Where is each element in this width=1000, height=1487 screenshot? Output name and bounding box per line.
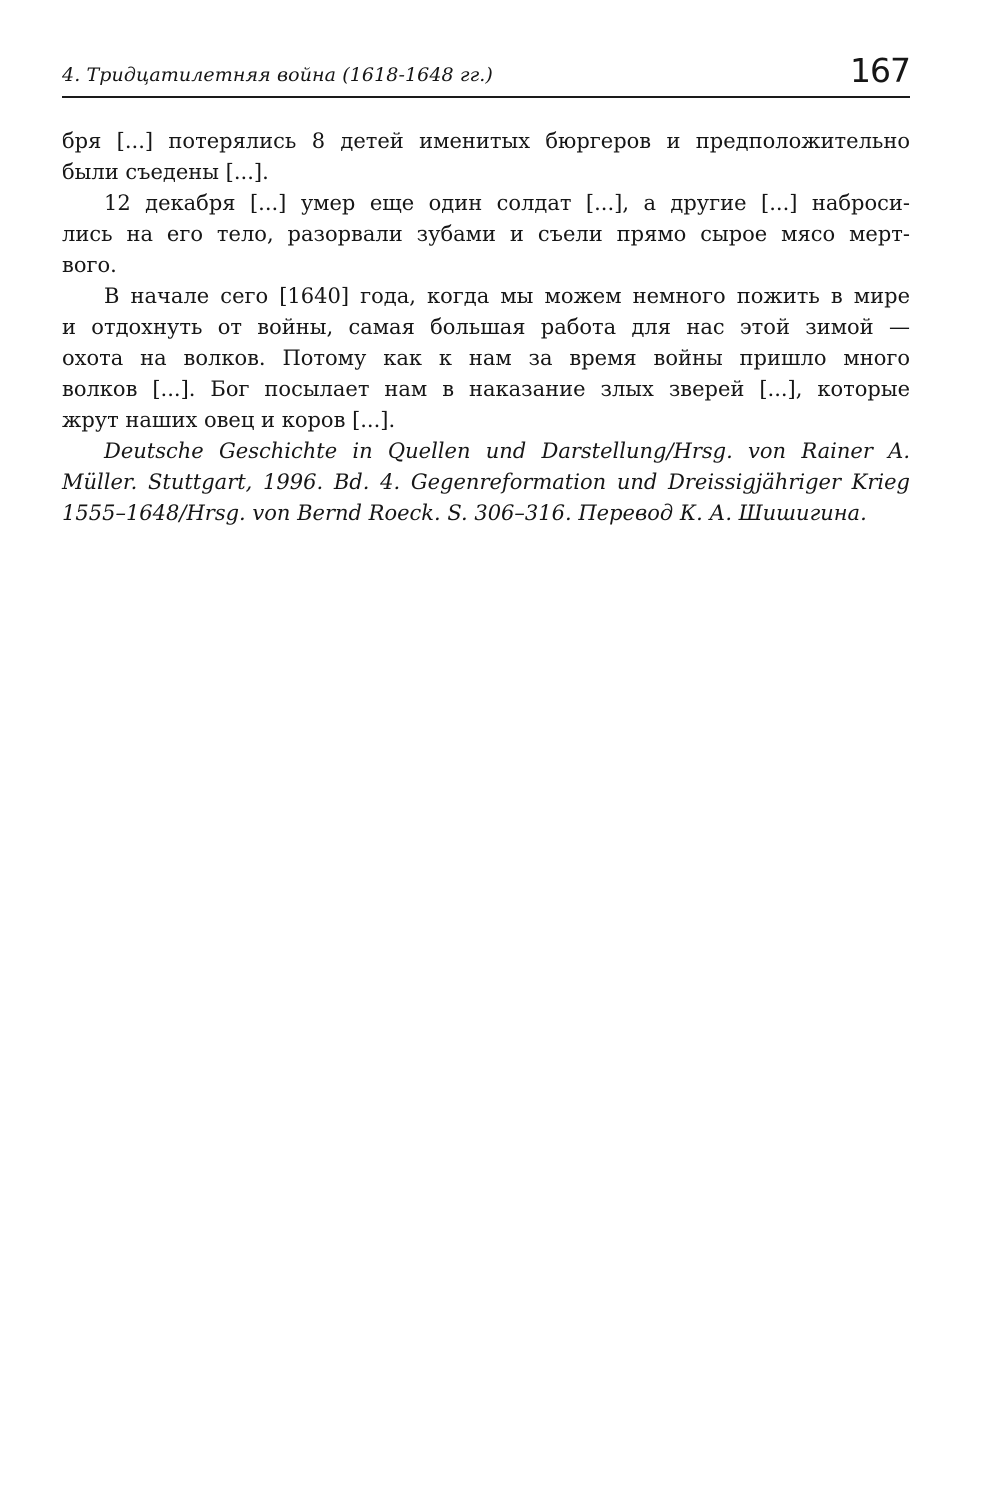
running-header	[62, 50, 910, 98]
body-text	[62, 126, 910, 529]
paragraph	[62, 188, 910, 281]
paragraph	[62, 126, 910, 188]
citation-line: 1555–1648/Hrsg. von Bernd Roeck. S. 306–316. Перевод К. А. Шишигина.	[62, 501, 867, 525]
text-line: В начале сего [1640] года, когда мы можем немного пожить в мире	[104, 284, 910, 308]
text-line: вого.	[62, 253, 117, 277]
text-line: бря [...] потерялись 8 детей именитых бюргеров и предположительно	[62, 129, 910, 153]
source-citation	[62, 436, 910, 529]
text-line: лись на его тело, разорвали зубами и съели прямо сырое мясо мерт-	[62, 222, 910, 246]
text-line: волков [...]. Бог посылает нам в наказание злых зверей [...], которые	[62, 377, 910, 401]
citation-line: Müller. Stuttgart, 1996. Bd. 4. Gegenreformation und Dreissigjähriger Krieg	[62, 470, 910, 494]
text-line: 12 декабря [...] умер еще один солдат [...], а другие [...] наброси-	[104, 191, 910, 215]
text-line: и отдохнуть от войны, самая большая работа для нас этой зимой —	[62, 315, 910, 339]
running-title: 4. Тридцатилетняя война (1618-1648 гг.)	[62, 64, 493, 86]
text-line: жрут наших овец и коров [...].	[62, 408, 396, 432]
page-number: 167	[850, 51, 910, 90]
text-line: охота на волков. Потому как к нам за время войны пришло много	[62, 346, 910, 370]
text-line: были съедены [...].	[62, 160, 269, 184]
citation-line: Deutsche Geschichte in Quellen und Darstellung/Hrsg. von Rainer A.	[104, 439, 910, 463]
paragraph	[62, 281, 910, 436]
